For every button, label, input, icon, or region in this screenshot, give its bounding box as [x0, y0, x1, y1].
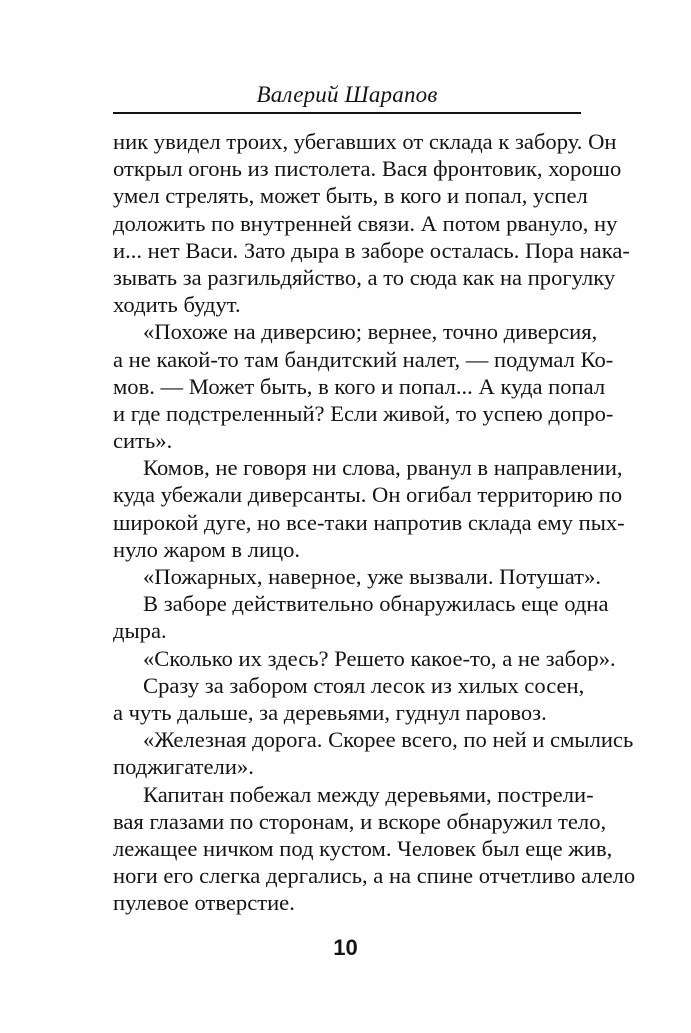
page-number: 10: [333, 935, 358, 960]
text-line: ноги его слегка дергались, а на спине отчетливо алело: [113, 863, 636, 889]
text-line: поджигатели».: [113, 754, 254, 780]
text-line: открыл огонь из пистолета. Вася фронтовик, хорошо: [113, 156, 622, 182]
text-line: «Похоже на диверсию; вернее, точно диверсия,: [143, 319, 598, 345]
text-line: ходить будут.: [113, 292, 241, 318]
text-line: дыра.: [113, 618, 167, 644]
text-line: и где подстреленный? Если живой, то успею допро-: [113, 400, 614, 426]
paragraph: [113, 563, 601, 590]
text-line: зывать за разгильдяйство, а то сюда как на прогулку: [113, 264, 616, 290]
text-line: «Железная дорога. Скорее всего, по ней и смылись: [143, 727, 634, 753]
text-line: пулевое отверстие.: [113, 890, 295, 916]
paragraph: [113, 454, 625, 563]
text-line: а не какой-то там бандитский налет, — подумал Ко-: [113, 346, 614, 372]
text-line: «Пожарных, наверное, уже вызвали. Потушат».: [143, 564, 601, 589]
text-line: Сразу за забором стоял лесок из хилых сосен,: [143, 672, 585, 698]
text-line: доложить по внутренней связи. А потом рвануло, ну: [113, 210, 618, 236]
text-line: и... нет Васи. Зато дыра в заборе осталась. Пора нака-: [113, 237, 630, 263]
text-line: «Сколько их здесь? Решето какое-то, а не забор».: [143, 645, 616, 671]
paragraph: [113, 128, 630, 318]
page-body: [113, 128, 636, 916]
running-header: [113, 80, 581, 114]
text-line: сить».: [113, 428, 173, 454]
text-line: широкой дуге, но все-таки напротив склада ему пых-: [113, 509, 625, 535]
paragraph: [113, 726, 634, 780]
text-line: нуло жаром в лицо.: [113, 536, 301, 562]
text-line: вая глазами по сторонам, и вскоре обнаружил тело,: [113, 808, 607, 834]
paragraph: [113, 781, 636, 917]
text-line: лежащее ничком под кустом. Человек был еще жив,: [113, 835, 613, 861]
text-line: В заборе действительно обнаружилась еще одна: [143, 591, 609, 617]
paragraph: [113, 318, 614, 454]
paragraph: [113, 645, 616, 672]
paragraph: [113, 590, 609, 644]
text-line: умел стрелять, может быть, в кого и попал, успел: [113, 183, 588, 209]
text-line: а чуть дальше, за деревьями, гуднул паровоз.: [113, 699, 547, 725]
text-line: ник увидел троих, убегавших от склада к забору. Он: [113, 129, 617, 154]
text-line: Комов, не говоря ни слова, рванул в направлении,: [143, 455, 623, 481]
text-line: куда убежали диверсанты. Он огибал территорию по: [113, 482, 623, 508]
text-line: мов. — Может быть, в кого и попал... А куда попал: [113, 373, 606, 399]
text-line: Капитан побежал между деревьями, пострели-: [143, 781, 594, 807]
paragraph: [113, 672, 585, 726]
author-name: Валерий Шарапов: [256, 82, 438, 107]
